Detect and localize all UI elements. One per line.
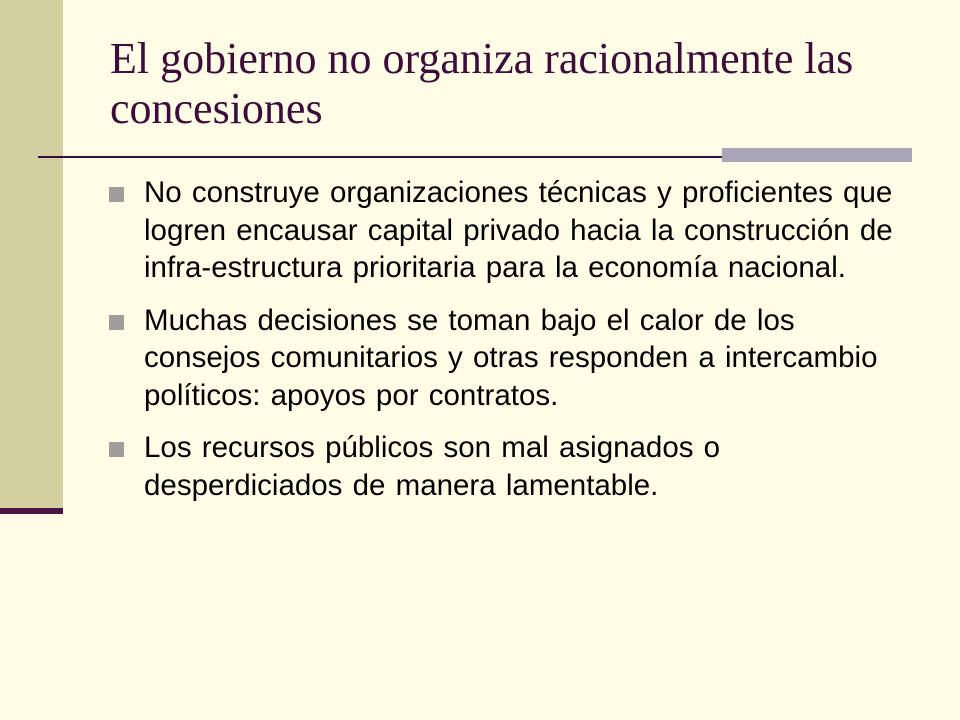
bullet-text: No construye organizaciones técnicas y proficientes que logren encausar capital privado hacia la construcción de infra-estructura prioritaria para la economía nacional. xyxy=(144,176,893,284)
bullet-text: Muchas decisiones se toman bajo el calor de los consejos comunitarios y otras responden a intercambio políticos: apoyos por contratos. xyxy=(144,303,878,412)
side-decorative-rule xyxy=(0,508,63,514)
bullet-list xyxy=(106,174,906,519)
square-bullet-icon xyxy=(109,442,124,457)
bullet-item xyxy=(106,174,906,287)
bullet-text: Los recursos públicos son mal asignados o desperdiciados de manera lamentable. xyxy=(144,431,721,502)
slide-title: El gobierno no organiza racionalmente las concesiones xyxy=(110,34,854,133)
title-accent-bar xyxy=(722,148,912,162)
bullet-item xyxy=(106,302,906,415)
bullet-item xyxy=(106,429,906,504)
square-bullet-icon xyxy=(109,187,124,202)
side-decorative-band xyxy=(0,0,63,510)
square-bullet-icon xyxy=(109,315,124,330)
